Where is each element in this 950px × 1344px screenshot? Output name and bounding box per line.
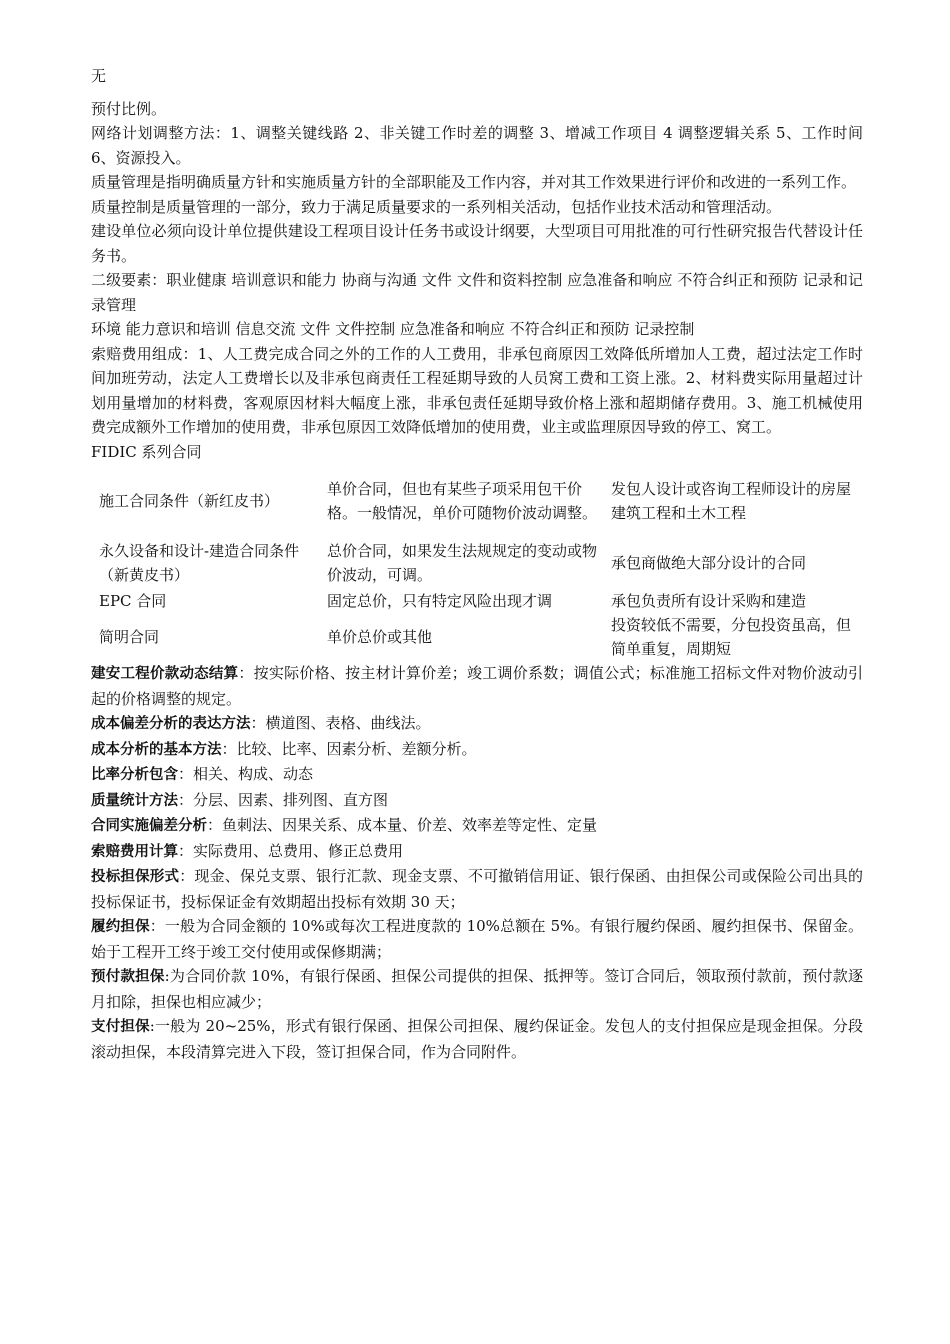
paragraph-secondary-elements: 二级要素：职业健康 培训意识和能力 协商与沟通 文件 文件和资料控制 应急准备和响应 不符合纠正和预防 记录和记录管理	[91, 271, 863, 314]
definition-cost-analysis	[91, 737, 863, 763]
paragraph-design-brief: 建设单位必须向设计单位提供建设工程项目设计任务书或设计纲要，大型项目可用批准的可行性研究报告代替设计任务书。	[91, 222, 863, 265]
definition-performance-guarantee	[91, 914, 863, 964]
definition-term: 建安工程价款动态结算	[91, 666, 239, 682]
table-row	[91, 464, 863, 538]
intro-line-1: 无	[91, 67, 107, 85]
definition-term: 合同实施偏差分析	[91, 818, 207, 834]
contract-scope-cell: 发包人设计或咨询工程师设计的房屋建筑工程和土木工程	[611, 480, 852, 522]
definition-cost-deviation	[91, 711, 863, 737]
fidic-contract-table	[91, 464, 863, 661]
definition-term: 索赔费用计算	[91, 843, 178, 860]
contract-scope-cell: 承包商做绝大部分设计的合同	[611, 554, 807, 572]
contract-name-cell: 简明合同	[99, 628, 160, 646]
contract-pricing-cell: 单价总价或其他	[327, 628, 433, 646]
contract-name-cell: 永久设备和设计-建造合同条件（新黄皮书）	[99, 542, 300, 584]
document-page	[91, 64, 863, 1064]
definition-text: ：相关、构成、动态	[178, 765, 314, 783]
contract-name-cell: EPC 合同	[99, 591, 167, 610]
definition-ratio-analysis	[91, 762, 863, 788]
table-row	[91, 613, 863, 661]
definition-text: ：一般为合同金额的 10%或每次工程进度款的 10%总额在 5%。有银行履约保函、履约担保书、保留金。始于工程开工终于竣工交付使用或保修期满；	[91, 917, 864, 961]
definition-term: 投标担保形式	[91, 869, 180, 885]
contract-pricing-cell: 总价合同，如果发生法规规定的变动或物价波动，可调。	[327, 542, 598, 584]
paragraph-quality-management: 质量管理是指明确质量方针和实施质量方针的全部职能及工作内容，并对其工作效果进行评价和改进的一系列工作。	[91, 173, 857, 191]
paragraph-quality-control: 质量控制是质量管理的一部分，致力于满足质量要求的一系列相关活动，包括作业技术活动和管理活动。	[91, 197, 782, 216]
definition-text: :一般为 20~25%，形式有银行保函、担保公司担保、履约保证金。发包人的支付担保应是现金担保。分段滚动担保，本段清算完进入下段，签订担保合同，作为合同附件。	[91, 1017, 863, 1061]
definition-text: ：分层、因素、排列图、直方图	[178, 790, 389, 809]
definition-text: ：按实际价格、按主材计算价差；竣工调价系数；调值公式；标准施工招标文件对物价波动引起的价格调整的规定。	[91, 664, 863, 708]
definition-term: 成本偏差分析的表达方法	[91, 716, 251, 732]
table-row	[91, 538, 863, 588]
fidic-heading: FIDIC 系列合同	[91, 442, 202, 461]
paragraph-network-plan: 网络计划调整方法：1、调整关键线路 2、非关键工作时差的调整 3、增减工作项目 4 调整逻辑关系 5、工作时间 6、资源投入。	[91, 124, 863, 167]
definition-term: 支付担保	[91, 1019, 150, 1035]
definition-claim-calculation	[91, 839, 863, 865]
definition-contract-deviation	[91, 813, 863, 839]
definition-term: 预付款担保	[91, 969, 165, 985]
definition-text: ：实际费用、总费用、修正总费用	[178, 841, 404, 860]
definition-text: :为合同价款 10%，有银行保函、担保公司提供的担保、抵押等。签订合同后，领取预付款前，预付款逐月扣除，担保也相应减少；	[91, 967, 864, 1011]
intro-line-2: 预付比例。	[91, 99, 167, 118]
contract-scope-cell: 承包负责所有设计采购和建造	[611, 591, 807, 610]
definition-dynamic-settlement	[91, 661, 863, 711]
definition-quality-statistics	[91, 788, 863, 814]
definition-bid-guarantee	[91, 864, 863, 914]
definition-advance-payment-guarantee	[91, 964, 863, 1014]
definition-term: 履约担保	[91, 919, 150, 935]
definition-term: 比率分析包含	[91, 767, 178, 783]
contract-pricing-cell: 单价合同，但也有某些子项采用包干价格。一般情况，单价可随物价波动调整。	[327, 480, 598, 522]
paragraph-claim-costs: 索赔费用组成：1、人工费完成合同之外的工作的人工费用，非承包商原因工效降低所增加人工费，超过法定工作时间加班劳动，法定人工费增长以及非承包商责任工程延期导致的人员窝工费和工资上涨。2、材料费实际用量超过计划用量增加的材料费，客观原因材料大幅度上涨，非承包责任延期导致价格上涨和超期储存费用。3、施工机械使用费完成额外工作增加的使用费，非承包原因工效降低增加的使用费，业主或监理原因导致的停工、窝工。	[91, 344, 863, 436]
definition-term: 质量统计方法	[91, 792, 178, 809]
contract-pricing-cell: 固定总价，只有特定风险出现才调	[327, 591, 553, 610]
definition-payment-guarantee	[91, 1014, 863, 1064]
definition-text: ：现金、保兑支票、银行汇款、现金支票、不可撤销信用证、银行保函、由担保公司或保险公司出具的投标保证书，投标保证金有效期超出投标有效期 30 天；	[91, 867, 863, 911]
definition-text: ：鱼刺法、因果关系、成本量、价差、效率差等定性、定量	[207, 816, 598, 834]
table-row	[91, 588, 863, 613]
contract-scope-cell: 投资较低不需要，分包投资虽高，但简单重复，周期短	[611, 616, 852, 658]
paragraph-environment: 环境 能力意识和培训 信息交流 文件 文件控制 应急准备和响应 不符合纠正和预防 记录控制	[91, 320, 695, 338]
contract-name-cell: 施工合同条件（新红皮书）	[99, 492, 280, 510]
definition-text: ：比较、比率、因素分析、差额分析。	[221, 739, 477, 758]
definition-term: 成本分析的基本方法	[91, 741, 222, 758]
definition-text: ：横道图、表格、曲线法。	[250, 714, 431, 732]
